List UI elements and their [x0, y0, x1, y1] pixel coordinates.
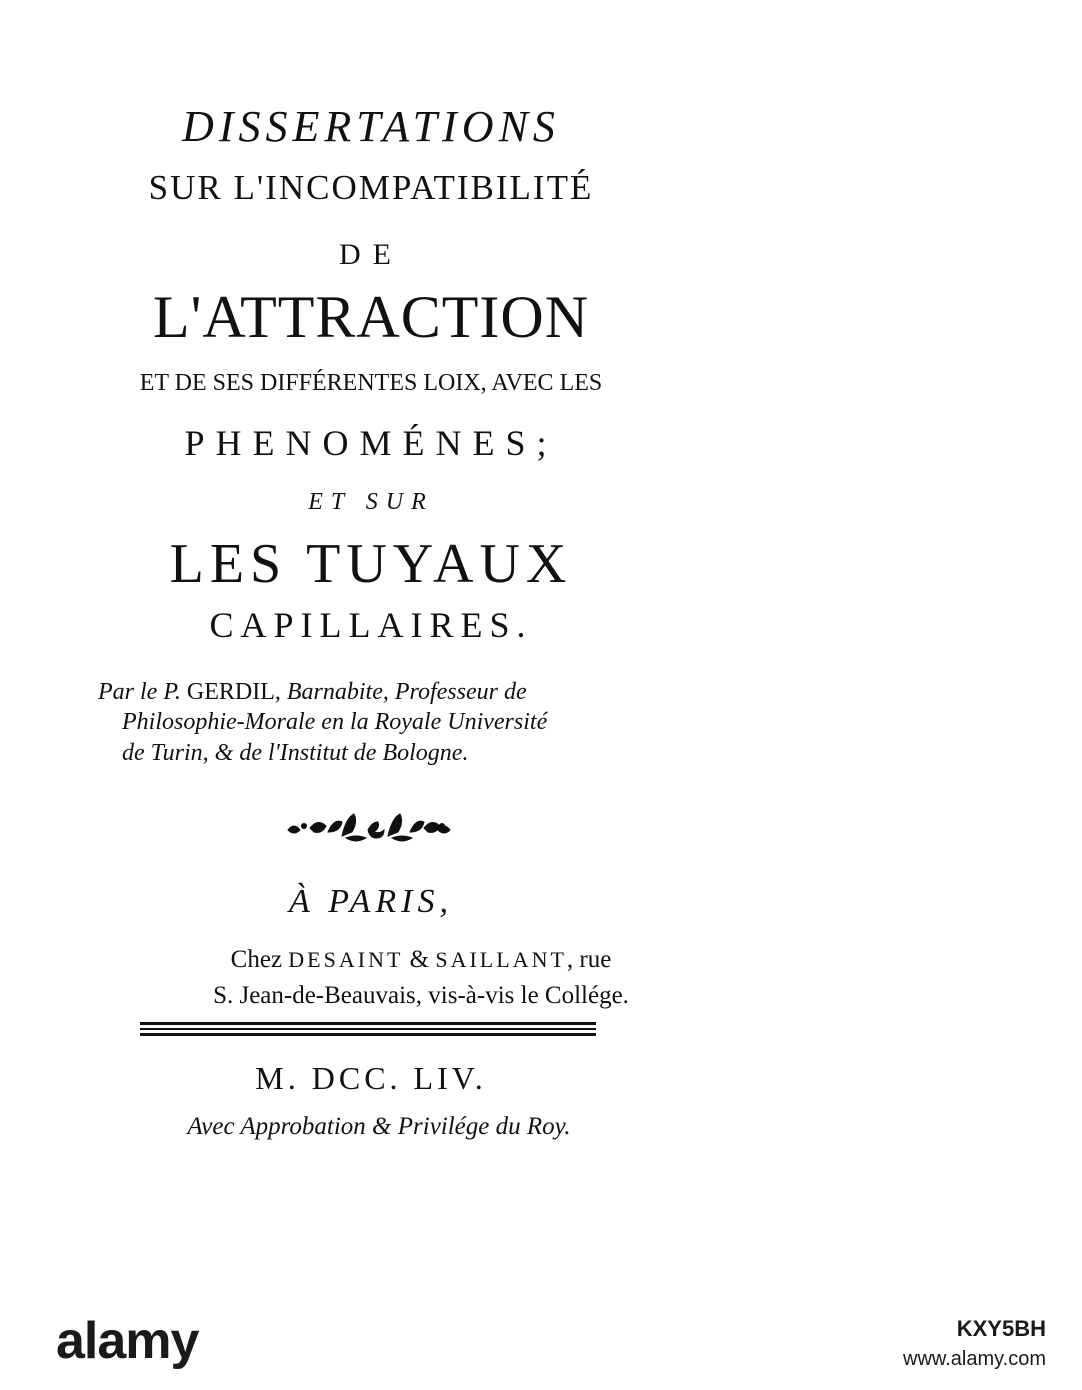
watermark-site: www.alamy.com [903, 1348, 1046, 1370]
author-statement [98, 677, 658, 768]
double-rule-middle [140, 1028, 596, 1030]
title-line-tuyaux: LES TUYAUX [169, 533, 573, 595]
author-prefix: Par le P. [98, 679, 187, 705]
imprint-ampersand: & [403, 946, 436, 973]
author-line-1 [98, 679, 527, 705]
imprint-approbation: Avec Approbation & Privilége du Roy. [187, 1113, 571, 1140]
imprint-publisher-saillant: SAILLANT [435, 947, 567, 972]
author-name: GERDIL [186, 679, 275, 705]
floral-fleuron-icon [284, 806, 454, 848]
title-line-dissertations: DISSERTATIONS [182, 102, 560, 151]
imprint-address: S. Jean-de-Beauvais, vis-à-vis le Collége. [213, 982, 629, 1009]
author-line-3: de Turin, & de l'Institut de Bologne. [122, 739, 469, 766]
watermark-brand-logo: alamy [56, 1312, 199, 1370]
title-line-de: DE [339, 238, 403, 271]
imprint-publisher-desaint: DESAINT [288, 947, 404, 972]
title-line-incompatibilite: SUR L'INCOMPATIBILITÉ [148, 168, 594, 207]
title-line-capillaires: CAPILLAIRES. [209, 605, 533, 645]
imprint-year: M. DCC. LIV. [255, 1060, 487, 1096]
title-line-et-sur: ET SUR [308, 489, 434, 515]
author-line-2: Philosophie-Morale en la Royale Université [122, 709, 548, 736]
imprint-rue: , rue [566, 946, 612, 973]
title-line-loix: ET DE SES DIFFÉRENTES LOIX, AVEC LES [139, 370, 603, 396]
double-rule-bottom [140, 1033, 596, 1036]
title-line-phenomenes: PHENOMÉNES; [184, 423, 558, 463]
watermark-image-code: KXY5BH [956, 1316, 1046, 1341]
author-role: , Barnabite, Professeur de [274, 679, 527, 705]
imprint-city: À PARIS, [288, 883, 453, 920]
imprint-publisher-line [50, 947, 792, 972]
double-rule-top [140, 1022, 596, 1025]
title-line-attraction: L'ATTRACTION [152, 284, 590, 350]
imprint-chez: Chez [230, 946, 289, 973]
